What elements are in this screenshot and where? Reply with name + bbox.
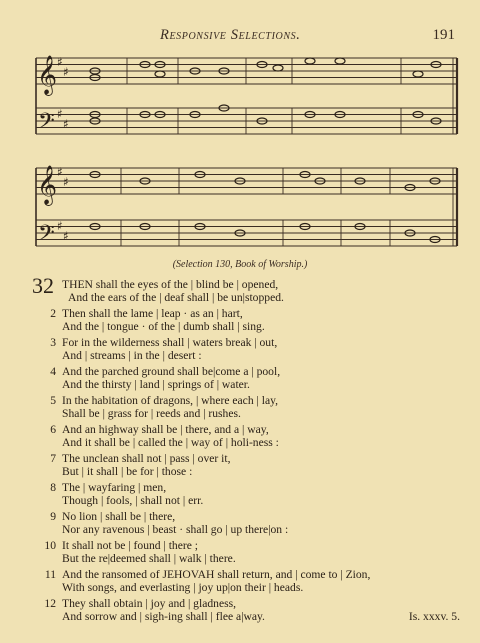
verse-number: 32	[32, 273, 54, 298]
verse-line: And an highway shall be | there, and a | way,	[62, 423, 269, 436]
verse-line: And the thirsty | land | springs of | water.	[62, 378, 250, 392]
verse-line: Shall be | grass for | reeds and | rushes.	[62, 407, 241, 421]
verse-line: Then shall the lame | leap · as an | hart,	[62, 307, 243, 320]
verse-number: 3	[50, 336, 56, 349]
treble-clef-icon: 𝄞	[37, 55, 58, 95]
verse-line: And the ransomed of JEHOVAH shall return, and | come to | Zion,	[62, 568, 371, 581]
verse-line: Nor any ravenous | beast · shall go | up there|on :	[62, 523, 289, 537]
verse-line: With songs, and everlasting | joy up|on their | heads.	[62, 581, 304, 595]
sharp-icon: ♯	[57, 219, 63, 233]
verse-number: 12	[44, 597, 56, 610]
verse	[28, 423, 458, 449]
verse-line: And the parched ground shall be|come a | pool,	[62, 365, 281, 378]
source-note: (Selection 130, Book of Worship.)	[172, 259, 308, 270]
verse	[28, 568, 458, 594]
bass-staff-1	[36, 108, 457, 134]
verse-line: The unclean shall not | pass | over it,	[62, 452, 231, 465]
verse	[28, 307, 458, 333]
verse	[28, 336, 458, 362]
verse	[28, 539, 458, 565]
verse-line: Though | fools, | shall not | err.	[62, 494, 204, 508]
verse-number: 10	[44, 539, 56, 552]
scripture-reference: Is. xxxv. 5.	[408, 610, 460, 624]
sharp-icon: ♯	[63, 117, 69, 131]
verse-line-with-reference	[62, 610, 458, 623]
verse	[28, 481, 458, 507]
verse-line: The | wayfaring | men,	[62, 481, 167, 494]
verse-line: And the ears of the | deaf shall | be un|stopped.	[68, 291, 284, 305]
sharp-icon: ♯	[57, 165, 63, 179]
verse	[28, 510, 458, 536]
verse-number: 9	[50, 510, 56, 523]
verse-line: In the habitation of dragons, | where each | lay,	[62, 394, 279, 407]
treble-clef-icon: 𝄞	[37, 165, 58, 205]
verse	[28, 273, 458, 305]
verse-line: THEN shall the eyes of the | blind be | opened,	[62, 278, 279, 291]
verse	[28, 597, 458, 623]
verse-number: 11	[44, 568, 56, 581]
page-number: 191	[432, 27, 455, 43]
verse-line: And the | tongue · of the | dumb shall | sing.	[62, 320, 265, 334]
sharp-icon: ♯	[63, 65, 69, 79]
treble-staff-2	[36, 168, 457, 194]
verse-line: For in the wilderness shall | waters break | out,	[62, 336, 278, 349]
verse-line: It shall not be | found | there ;	[62, 539, 199, 552]
verse-number: 4	[50, 365, 56, 378]
verse-line: No lion | shall be | there,	[62, 510, 176, 523]
sharp-icon: ♯	[63, 175, 69, 189]
responsive-reading	[28, 273, 460, 626]
verse-line: And it shall be | called the | way of | holi-ness :	[62, 436, 279, 450]
verse	[28, 394, 458, 420]
verse-line: But | it shall | be for | those :	[62, 465, 193, 479]
note-heads	[90, 58, 441, 243]
sharp-icon: ♯	[63, 229, 69, 243]
verse-number: 6	[50, 423, 56, 436]
verse	[28, 365, 458, 391]
verse-line: And | streams | in the | desert :	[62, 349, 202, 363]
running-header: Responsive Selections.	[160, 27, 301, 43]
verse-number: 2	[50, 307, 56, 320]
verse-number: 5	[50, 394, 56, 407]
verse-line: But the re|deemed shall | walk | there.	[62, 552, 236, 566]
bass-clef-icon: 𝄢	[38, 109, 55, 139]
bass-clef-icon: 𝄢	[38, 221, 55, 251]
treble-staff-1	[36, 58, 457, 84]
music-score	[0, 0, 480, 260]
verse-line: They shall obtain | joy and | gladness,	[62, 597, 237, 610]
verse-number: 7	[50, 452, 56, 465]
verse-line: And sorrow and | sigh-ing shall | flee a|way.	[62, 610, 265, 624]
sharp-icon: ♯	[57, 107, 63, 121]
sharp-icon: ♯	[57, 55, 63, 69]
verse	[28, 452, 458, 478]
bass-staff-2	[36, 220, 457, 246]
verse-number: 8	[50, 481, 56, 494]
